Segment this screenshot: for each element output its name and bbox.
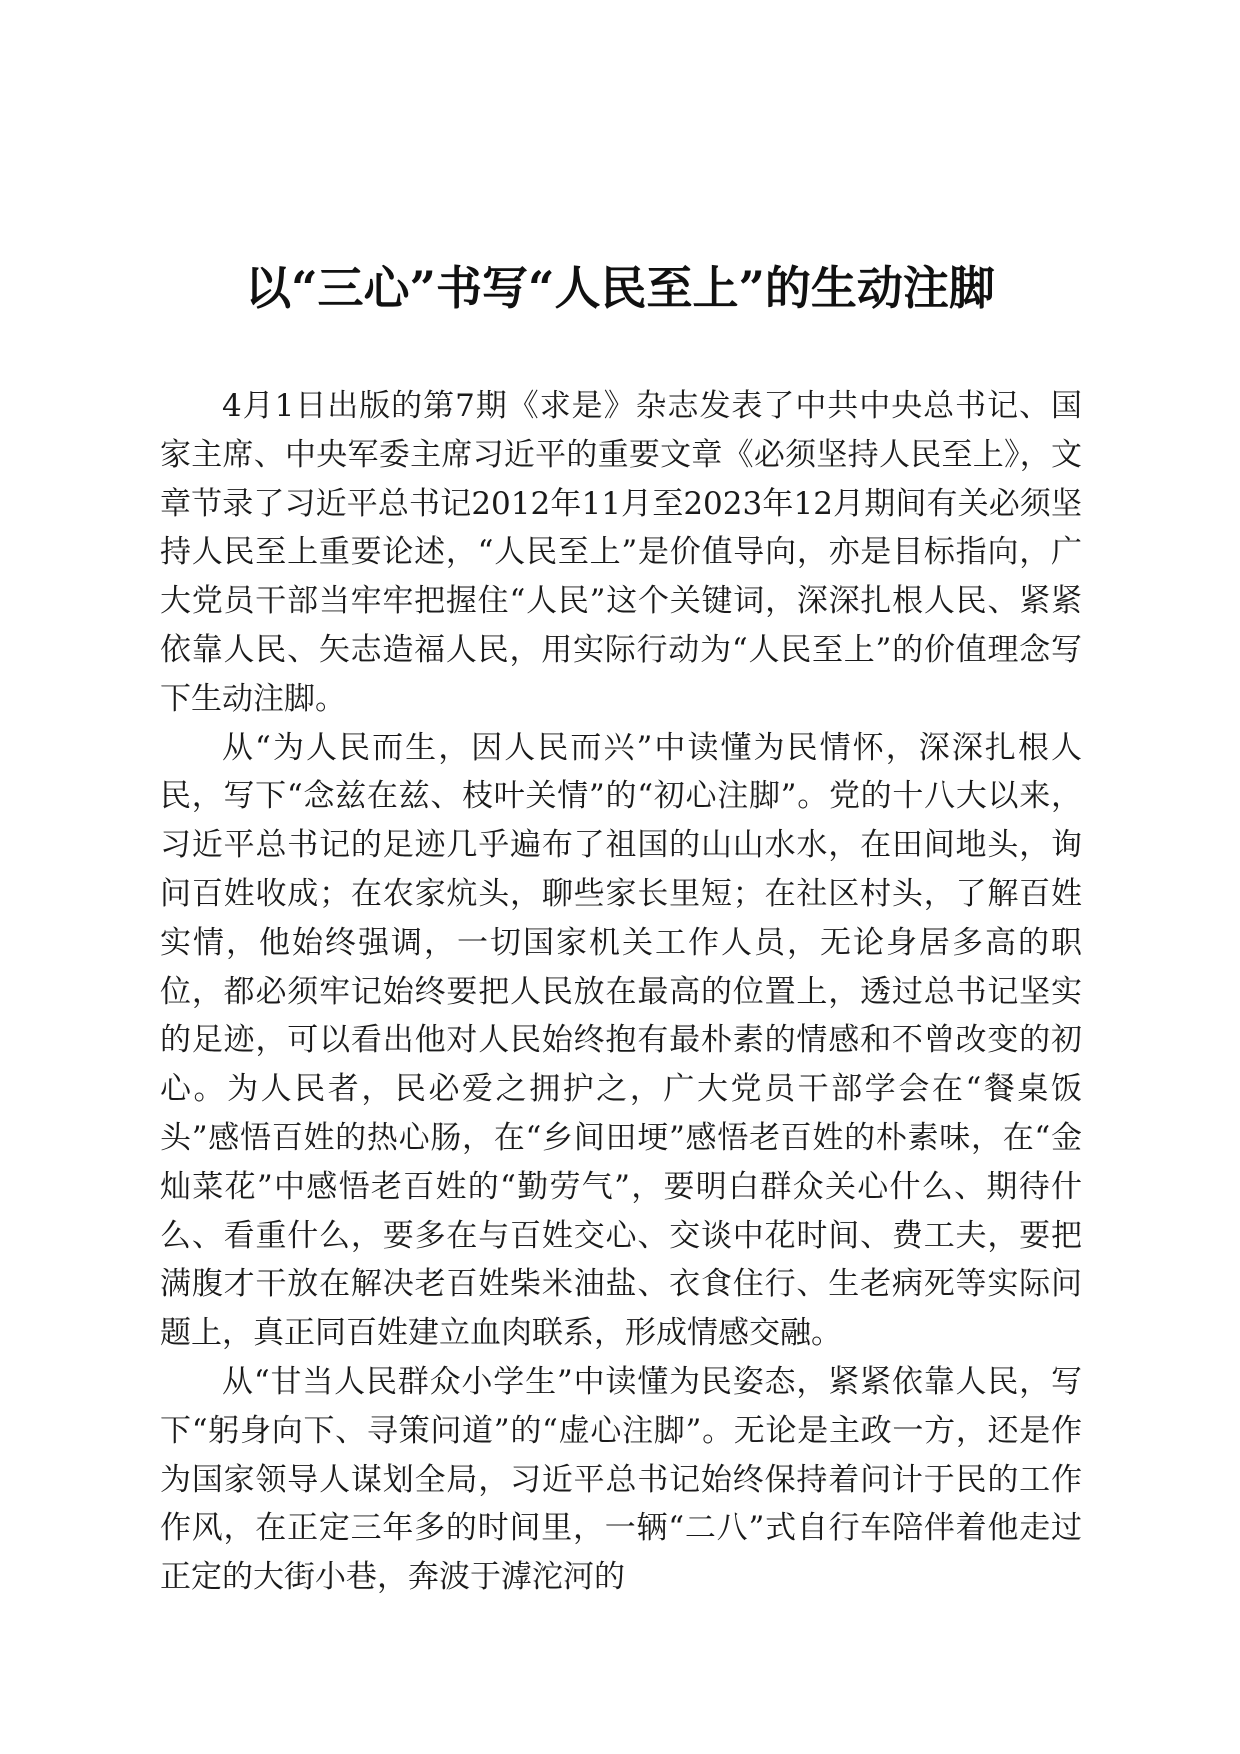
paragraph: 从“甘当人民群众小学生”中读懂为民姿态，紧紧依靠人民，写下“躬身向下、寻策问道”的“虚心注脚”。无论是主政一方，还是作为国家领导人谋划全局，习近平总书记始终保持着问计于民的工作作风，在正定三年多的时间里，一辆“二八”式自行车陪伴着他走过正定的大街小巷，奔波于滹沱河的: [160, 1363, 1082, 1596]
document-title: 以“三心”书写“人民至上”的生动注脚: [245, 261, 995, 315]
document-body: [160, 382, 1082, 1602]
paragraph: 从“为人民而生，因人民而兴”中读懂为民情怀，深深扎根人民，写下“念兹在兹、枝叶关情”的“初心注脚”。党的十八大以来，习近平总书记的足迹几乎遍布了祖国的山山水水，在田间地头，询问百姓收成；在农家炕头，聊些家长里短；在社区村头，了解百姓实情，他始终强调，一切国家机关工作人员，无论身居多高的职位，都必须牢记始终要把人民放在最高的位置上，透过总书记坚实的足迹，可以看出他对人民始终抱有最朴素的情感和不曾改变的初心。为人民者，民必爱之拥护之，广大党员干部学会在“餐桌饭头”感悟百姓的热心肠，在“乡间田埂”感悟老百姓的朴素味，在“金灿菜花”中感悟老百姓的“勤劳气”，要明白群众关心什么、期待什么、看重什么，要多在与百姓交心、交谈中花时间、费工夫，要把满腹才干放在解决老百姓柴米油盐、衣食住行、生老病死等实际问题上，真正同百姓建立血肉联系，形成情感交融。: [160, 729, 1082, 1352]
paragraph: 4月1日出版的第7期《求是》杂志发表了中共中央总书记、国家主席、中央军委主席习近平的重要文章《必须坚持人民至上》，文章节录了习近平总书记2012年11月至2023年12月期间有关必须坚持人民至上重要论述，“人民至上”是价值导向，亦是目标指向，广大党员干部当牢牢把握住“人民”这个关键词，深深扎根人民、紧紧依靠人民、矢志造福人民，用实际行动为“人民至上”的价值理念写下生动注脚。: [160, 388, 1082, 717]
